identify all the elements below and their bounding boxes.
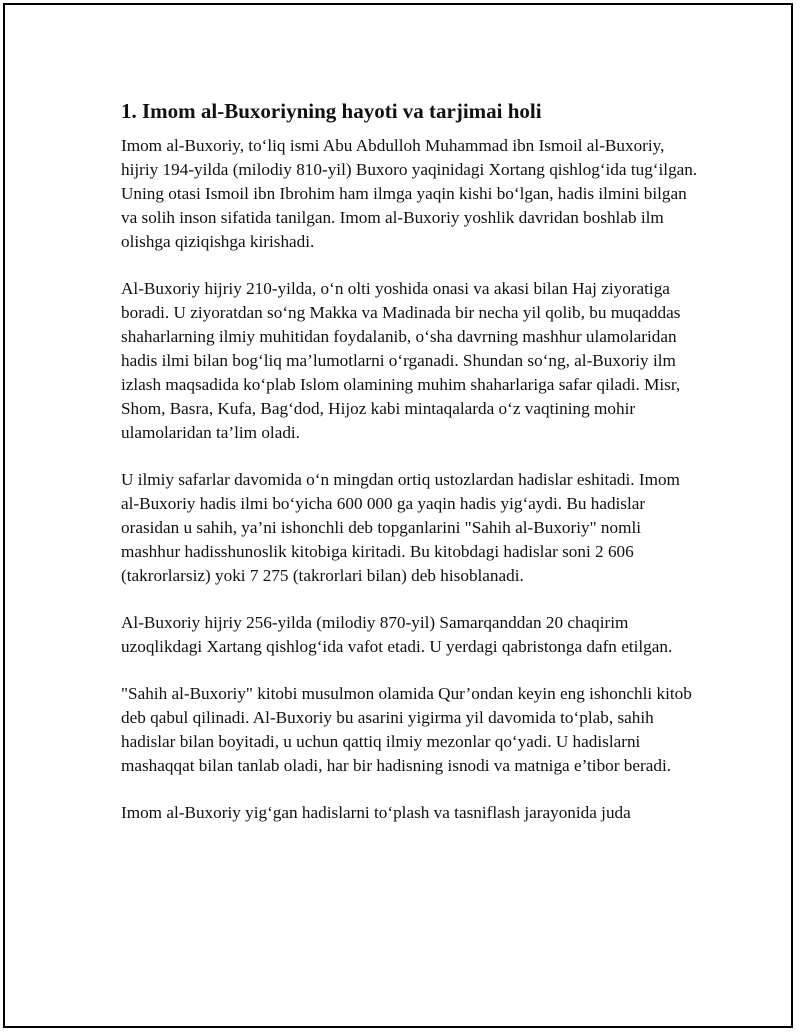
paragraph-sahih-book: "Sahih al-Buxoriy" kitobi musulmon olamida Qur’ondan keyin eng ishonchli kitob deb qabul qilinadi. Al-Buxoriy bu asarini yigirma yil davomida to‘plab, sahih hadislar bilan boyitadi, u uchun qattiq ilmiy mezonlar qo‘yadi. U hadislarni mashaqqat bilan tanlab oladi, har bir hadisning isnodi va matniga e’tibor beradi. xyxy=(121,684,692,775)
paragraph-hadith-collection: U ilmiy safarlar davomida o‘n mingdan ortiq ustozlardan hadislar eshitadi. Imom al-Buxoriy hadis ilmi bo‘yicha 600 000 ga yaqin hadis yig‘aydi. Bu hadislar orasidan u sahih, ya’ni ishonchli deb topganlarini "Sahih al-Buxoriy" nomli mashhur hadisshunoslik kitobiga kiritadi. Bu kitobdagi hadislar soni 2 606 (takrorlarsiz) yoki 7 275 (takrorlari bilan) deb hisoblanadi. xyxy=(121,470,680,585)
paragraph-travels: Al-Buxoriy hijriy 210-yilda, o‘n olti yoshida onasi va akasi bilan Haj ziyoratiga boradi. U ziyoratdan so‘ng Makka va Madinada bir necha yil qolib, bu muqaddas shaharlarning ilmiy muhitidan foydalanib, o‘sha davrning mashhur ulamolaridan hadis ilmi bilan bog‘liq ma’lumotlarni o‘rganadi. Shundan so‘ng, al-Buxoriy ilm izlash maqsadida ko‘plab Islom olamining muhim shaharlariga safar qiladi. Misr, Shom, Basra, Kufa, Bag‘dod, Hijoz kabi mintaqalarda o‘z vaqtining mohir ulamolaridan ta’lim oladi. xyxy=(121,279,681,442)
document-body xyxy=(121,98,701,825)
paragraph-continued: Imom al-Buxoriy yig‘gan hadislarni to‘plash va tasniflash jarayonida juda xyxy=(121,803,631,822)
section-heading: 1. Imom al-Buxoriyning hayoti va tarjimai holi xyxy=(121,99,542,123)
page-frame xyxy=(3,3,793,1028)
paragraph-death: Al-Buxoriy hijriy 256-yilda (milodiy 870-yil) Samarqanddan 20 chaqirim uzoqlikdagi Xartang qishlog‘ida vafot etadi. U yerdagi qabristonga dafn etilgan. xyxy=(121,613,673,656)
paragraph-birth: Imom al-Buxoriy, to‘liq ismi Abu Abdulloh Muhammad ibn Ismoil al-Buxoriy, hijriy 194-yilda (milodiy 810-yil) Buxoro yaqinidagi Xortang qishlog‘ida tug‘ilgan. Uning otasi Ismoil ibn Ibrohim ham ilmga yaqin kishi bo‘lgan, hadis ilmini bilgan va solih inson sifatida tanilgan. Imom al-Buxoriy yoshlik davridan boshlab ilm olishga qiziqishga kirishadi. xyxy=(121,136,698,251)
